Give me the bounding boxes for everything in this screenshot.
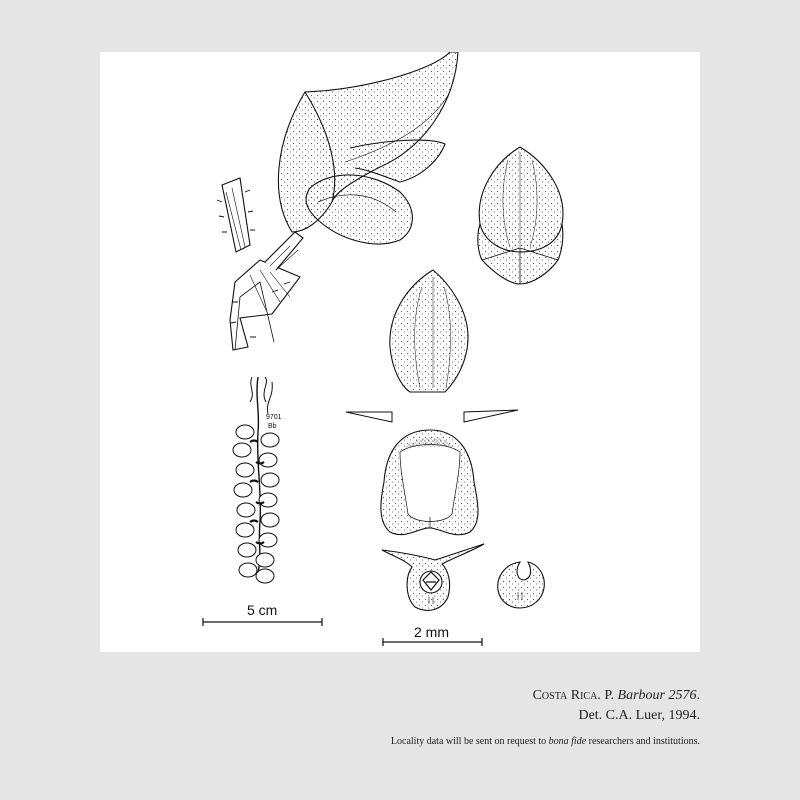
caption-collector-name: Barbour 2576	[617, 688, 697, 703]
scale-bar-large	[203, 618, 322, 626]
scale-label-small: 2 mm	[414, 624, 449, 640]
scale-label-large: 5 cm	[247, 602, 278, 618]
caption-note	[391, 736, 700, 747]
caption-specimen-line	[533, 688, 700, 704]
caption-note-after: researchers and institutions.	[588, 736, 700, 747]
anther-drawing	[498, 562, 545, 608]
caption-determination: Det. C.A. Luer, 1994.	[578, 708, 700, 723]
lateral-sepals-drawing	[346, 410, 518, 422]
caption-collector: P.	[604, 688, 615, 703]
flower-front-drawing	[478, 147, 563, 284]
column-drawing	[382, 544, 484, 610]
illustration-plate	[100, 52, 700, 652]
caption-locality: Costa Rica.	[532, 688, 601, 703]
caption-collector-end: .	[696, 688, 700, 703]
caption-note-before: Locality data will be sent on request to	[390, 736, 547, 747]
habit-inscription-1: 9701	[266, 414, 282, 421]
petal-drawing	[390, 270, 468, 392]
habit-inscription-2: Bb	[268, 423, 277, 430]
botanical-drawing	[100, 52, 700, 652]
caption-note-italic: bona fide	[548, 736, 587, 747]
lip-drawing	[381, 430, 478, 535]
habit-drawing	[233, 377, 279, 583]
